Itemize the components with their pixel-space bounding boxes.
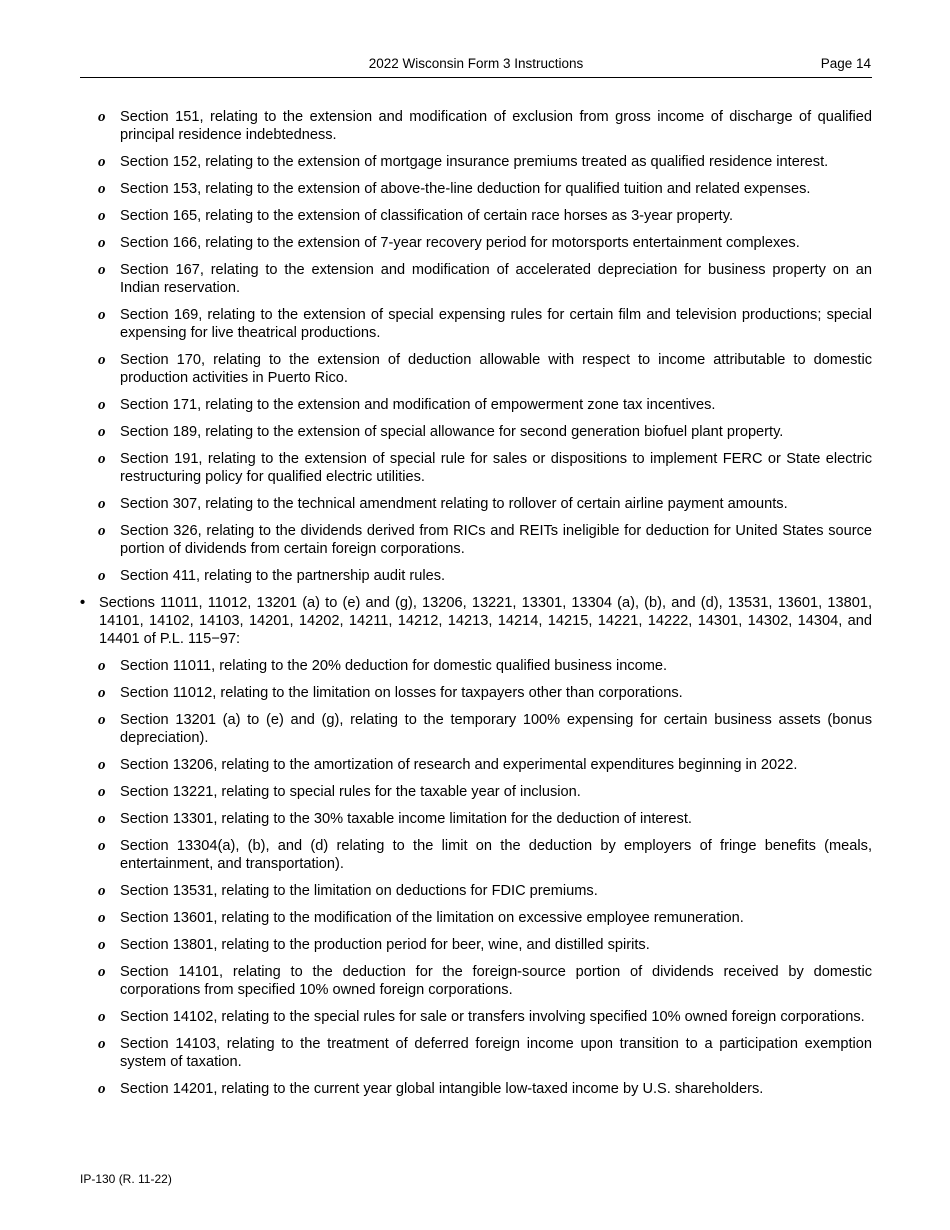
circle-bullet-icon: o	[98, 397, 106, 413]
list-item-text: Section 13221, relating to special rules for the taxable year of inclusion.	[120, 784, 581, 800]
list-item	[80, 1035, 872, 1071]
list-item-text: Section 13304(a), (b), and (d) relating to the limit on the deduction by employers of fringe benefits (meals, entertainment, and transportation).	[120, 838, 872, 872]
list-item-text: Section 14103, relating to the treatment of deferred foreign income upon transition to a participation exemption system of taxation.	[120, 1036, 872, 1070]
circle-bullet-icon: o	[98, 451, 106, 467]
sub-list-a	[80, 108, 872, 585]
circle-bullet-icon: o	[98, 811, 106, 827]
circle-bullet-icon: o	[98, 757, 106, 773]
list-item-text: Section 14102, relating to the special rules for sale or transfers involving specified 10% owned foreign corporations.	[120, 1009, 865, 1025]
circle-bullet-icon: o	[98, 712, 106, 728]
list-item-text: Section 14101, relating to the deduction for the foreign-source portion of dividends received by domestic corporations from specified 10% owned foreign corporations.	[120, 964, 872, 998]
list-item	[80, 684, 872, 702]
circle-bullet-icon: o	[98, 1036, 106, 1052]
list-item-text: Section 169, relating to the extension of special expensing rules for certain film and television productions; special expensing for live theatrical productions.	[120, 307, 872, 341]
circle-bullet-icon: o	[98, 352, 106, 368]
circle-bullet-icon: o	[98, 262, 106, 278]
circle-bullet-icon: o	[98, 1081, 106, 1097]
list-item-text: Section 13801, relating to the production period for beer, wine, and distilled spirits.	[120, 937, 650, 953]
list-item	[80, 396, 872, 414]
circle-bullet-icon: o	[98, 1009, 106, 1025]
list-item-text: Section 13531, relating to the limitation on deductions for FDIC premiums.	[120, 883, 598, 899]
page-number: Page 14	[820, 56, 871, 71]
list-item	[80, 495, 872, 513]
list-item	[80, 810, 872, 828]
list-item-text: Section 153, relating to the extension of above-the-line deduction for qualified tuition and related expenses.	[120, 181, 811, 197]
list-item-text: Section 11012, relating to the limitation on losses for taxpayers other than corporations.	[120, 685, 683, 701]
circle-bullet-icon: o	[98, 424, 106, 440]
list-item	[80, 522, 872, 558]
list-item-text: Section 13201 (a) to (e) and (g), relating to the temporary 100% expensing for certain business assets (bonus depreciation).	[120, 712, 872, 746]
circle-bullet-icon: o	[98, 784, 106, 800]
document-title: 2022 Wisconsin Form 3 Instructions	[368, 56, 584, 71]
list-item	[80, 657, 872, 675]
page-header	[80, 55, 872, 78]
list-item	[80, 108, 872, 144]
list-item	[80, 261, 872, 297]
list-item-text: Section 166, relating to the extension of 7-year recovery period for motorsports entertainment complexes.	[120, 235, 800, 251]
list-item-text: Section 13301, relating to the 30% taxable income limitation for the deduction of interest.	[120, 811, 692, 827]
list-item	[80, 351, 872, 387]
list-item	[80, 180, 872, 198]
circle-bullet-icon: o	[98, 181, 106, 197]
circle-bullet-icon: o	[98, 235, 106, 251]
main-bullet-item	[80, 594, 872, 648]
list-item-text: Section 152, relating to the extension of mortgage insurance premiums treated as qualified residence interest.	[120, 154, 829, 170]
list-item-text: Section 411, relating to the partnership audit rules.	[120, 568, 446, 584]
list-item	[80, 567, 872, 585]
list-item	[80, 1080, 872, 1098]
list-item-text: Section 13601, relating to the modification of the limitation on excessive employee remuneration.	[120, 910, 744, 926]
list-item	[80, 153, 872, 171]
list-item	[80, 783, 872, 801]
list-item	[80, 423, 872, 441]
circle-bullet-icon: o	[98, 838, 106, 854]
list-item	[80, 756, 872, 774]
list-item-text: Section 189, relating to the extension of special allowance for second generation biofuel plant property.	[120, 424, 784, 440]
list-item	[80, 909, 872, 927]
form-number-footer: IP-130 (R. 11-22)	[80, 1172, 172, 1186]
circle-bullet-icon: o	[98, 568, 106, 584]
list-item-text: Section 191, relating to the extension of special rule for sales or dispositions to implement FERC or State electric restructuring policy for qualified electric utilities.	[120, 451, 872, 485]
list-item	[80, 963, 872, 999]
list-item	[80, 882, 872, 900]
list-item-text: Section 14201, relating to the current year global intangible low-taxed income by U.S. shareholders.	[120, 1081, 764, 1097]
circle-bullet-icon: o	[98, 658, 106, 674]
list-item	[80, 234, 872, 252]
list-item	[80, 1008, 872, 1026]
list-item	[80, 936, 872, 954]
sub-list-b	[80, 657, 872, 1098]
circle-bullet-icon: o	[98, 685, 106, 701]
list-item	[80, 306, 872, 342]
bullet-icon: •	[80, 595, 86, 611]
circle-bullet-icon: o	[98, 307, 106, 323]
circle-bullet-icon: o	[98, 109, 106, 125]
list-item-text: Section 326, relating to the dividends derived from RICs and REITs ineligible for deduction for United States source portion of dividends from certain foreign corporations.	[120, 523, 872, 557]
main-bullet-text: Sections 11011, 11012, 13201 (a) to (e) and (g), 13206, 13221, 13301, 13304 (a), (b), and (d), 13531, 13601, 13801, 14101, 14102, 14103, 14201, 14202, 14211, 14212, 14213, 14214, 14215, 14221, 14222, 14301, 14302, 14304, and 14401 of P.L. 115−97:	[99, 595, 872, 647]
circle-bullet-icon: o	[98, 523, 106, 539]
circle-bullet-icon: o	[98, 964, 106, 980]
list-item	[80, 450, 872, 486]
page-content	[80, 108, 872, 1107]
list-item-text: Section 151, relating to the extension and modification of exclusion from gross income of discharge of qualified principal residence indebtedness.	[120, 109, 872, 143]
list-item-text: Section 165, relating to the extension of classification of certain race horses as 3-year property.	[120, 208, 733, 224]
circle-bullet-icon: o	[98, 910, 106, 926]
list-item-text: Section 13206, relating to the amortization of research and experimental expenditures beginning in 2022.	[120, 757, 798, 773]
list-item	[80, 207, 872, 225]
circle-bullet-icon: o	[98, 154, 106, 170]
circle-bullet-icon: o	[98, 496, 106, 512]
circle-bullet-icon: o	[98, 883, 106, 899]
list-item	[80, 837, 872, 873]
list-item	[80, 711, 872, 747]
circle-bullet-icon: o	[98, 937, 106, 953]
list-item-text: Section 171, relating to the extension and modification of empowerment zone tax incentives.	[120, 397, 716, 413]
circle-bullet-icon: o	[98, 208, 106, 224]
list-item-text: Section 307, relating to the technical amendment relating to rollover of certain airline payment amounts.	[120, 496, 788, 512]
list-item-text: Section 167, relating to the extension and modification of accelerated depreciation for business property on an Indian reservation.	[120, 262, 872, 296]
list-item-text: Section 11011, relating to the 20% deduction for domestic qualified business income.	[120, 658, 668, 674]
list-item-text: Section 170, relating to the extension of deduction allowable with respect to income attributable to domestic production activities in Puerto Rico.	[120, 352, 872, 386]
